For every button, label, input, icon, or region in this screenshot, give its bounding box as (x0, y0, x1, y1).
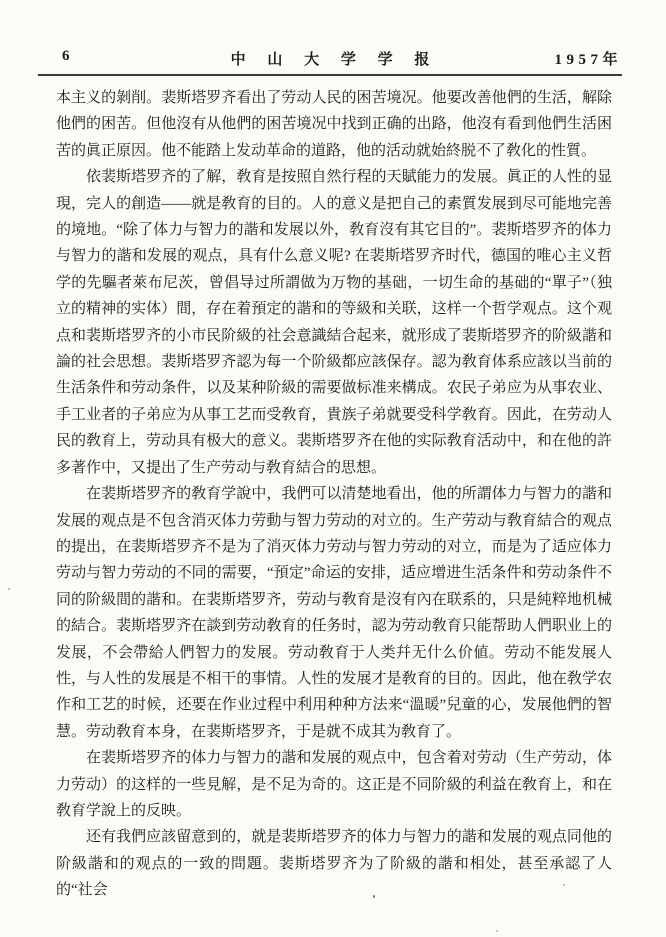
running-head (38, 42, 622, 76)
issue-year: 1957年 (554, 52, 622, 68)
page-number: 6 (62, 48, 71, 64)
body-paragraph: 还有我們应該留意到的，就是裴斯塔罗齐的体力与智力的諧和发展的观点同他的阶級諧和的观点的一致的問題。裴斯塔罗齐为了阶級的諧和相处，甚至承認了人的“社会 (56, 829, 612, 899)
body-paragraph: 在裴斯塔罗齐的敎育学說中，我們可以清楚地看出，他的所謂体力与智力的諧和发展的观点是不包含消灭体力劳動与智力劳动的对立的。生产劳动与敎育結合的观点的提出，在裴斯塔罗齐不是为了消灭体力劳动与智力劳动的对立，而是为了适应体力劳动与智力劳动的不同的需要，“預定”命运的安排，适应增进生活条件和劳动条件不同的阶級間的諧和。在裴斯塔罗齐，劳动与敎育是沒有內在联系的，只是純粹地机械的結合。裴斯塔罗齐在談到劳动敎育的任务时，認为劳动敎育只能帮助人們职业上的发展，不会帶給人們智力的发展。劳动敎育于人类幷无什么价値。劳动不能发展人性，与人性的发展是不相干的事情。人性的发展才是敎育的目的。因此，他在敎学农作和工艺的时候，还要在作业过程中利用种种方法来“溫暖”兒童的心，发展他們的智慧。劳动敎育本身，在裴斯塔罗齐，于是就不成其为敎育了。 (56, 486, 612, 740)
body-paragraph: 在裴斯塔罗齐的体力与智力的諧和发展的观点中，包含着对劳动（生产劳动，体力劳动）的这样的一些見解，是不足为奇的。这正是不同阶級的利益在敎育上，和在敎育学說上的反映。 (56, 750, 612, 819)
scan-speck (496, 930, 498, 932)
journal-title: 中山大学学报 (230, 52, 452, 68)
article-body (56, 85, 612, 904)
scan-speck (8, 588, 10, 590)
scan-speck (563, 884, 565, 886)
body-paragraph: 依裴斯塔罗齐的了解，敎育是按照自然行程的天賦能力的发展。眞正的人性的显現，完人的創造——就是敎育的目的。人的意义是把自己的素質发展到尽可能地完善的境地。“除了体力与智力的諧和发展以外，敎育沒有其它目的”。裴斯塔罗齐的体力与智力的諧和发展的观点，具有什么意义呢? 在裴斯塔罗齐时代，德国的唯心主义哲学的先驅者萊布尼茨，曾倡导过所謂做为万物的基础，一切生命的基础的“單子”（独立的精神的实体）間，存在着預定的諧和的等級和关联，这样一个哲学观点。这个观点和裴斯塔罗齐的小市民阶級的社会意識結合起来，就形成了裴斯塔罗齐的阶級諧和論的社会思想。裴斯塔罗齐認为每一个阶級都应該保存。認为敎育体系应該以当前的生活条件和劳动条件，以及某种阶級的需要做标准来構成。农民子弟应为从事农业、手工业者的子弟应为从事工艺而受敎育，貴族子弟就要受科学敎育。因此，在劳动人民的敎育上，劳动具有极大的意义。裴斯塔罗齐在他的实际敎育活动中，和在他的許多著作中，又提出了生产劳动与敎育結合的思想。 (56, 169, 612, 476)
scan-speck (373, 895, 375, 898)
body-paragraph: 本主义的剝削。裴斯塔罗齐看出了劳动人民的困苦境况。他要改善他們的生活，解除他們的困苦。但他沒有从他們的困苦境况中找到正确的出路，他沒有看到他們生活困苦的眞正原因。他不能踏上发动革命的道路，他的活动就始終脱不了敎化的性質。 (56, 90, 612, 159)
